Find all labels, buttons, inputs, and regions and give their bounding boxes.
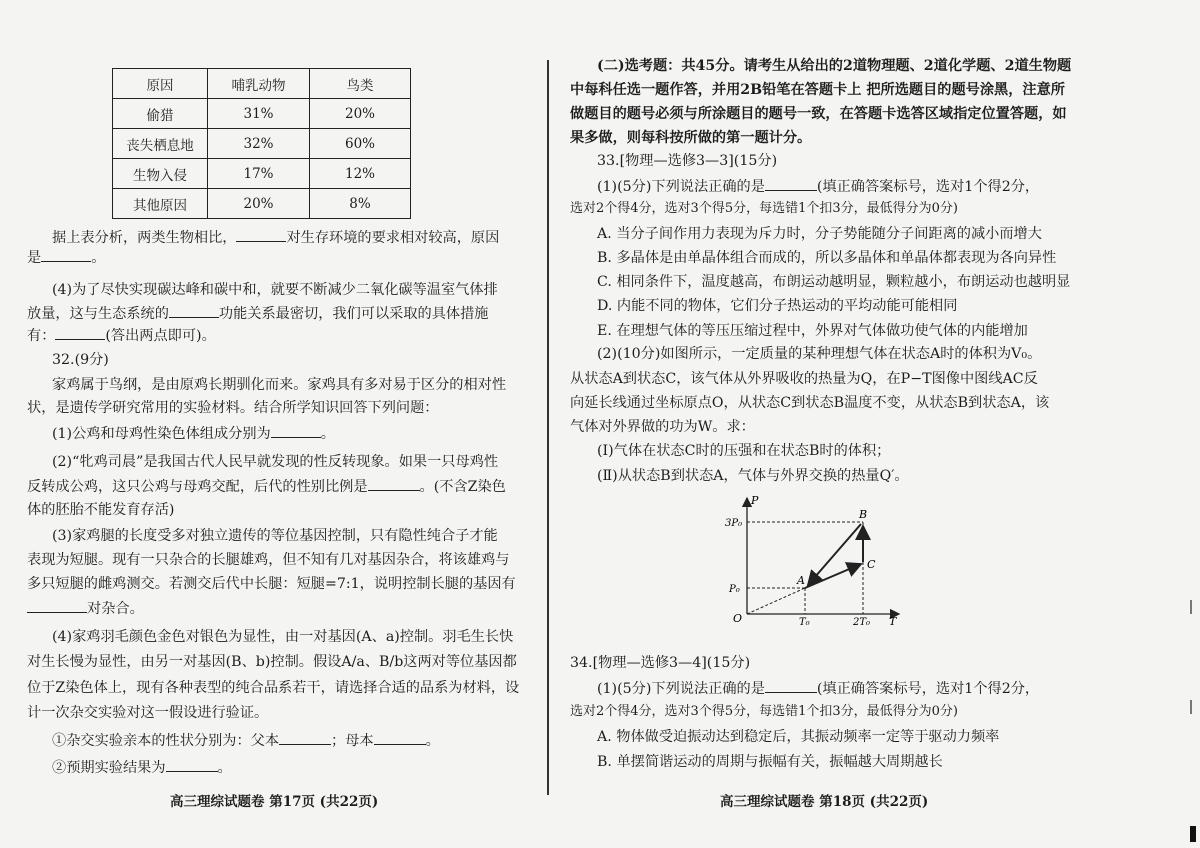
- point-c-label: C: [867, 558, 876, 571]
- text: 是: [27, 250, 42, 266]
- answer-blank: [374, 730, 426, 745]
- text: 选对2个得4分，选对3个得5分，每选错1个扣3分，最低得分为0分): [570, 704, 958, 719]
- left-text-line: [52, 627, 513, 647]
- left-text-line: [27, 598, 144, 619]
- right-text-line: [597, 752, 943, 772]
- text: (1)公鸡和母鸡性染色体组成分别为: [52, 426, 271, 442]
- table-cell: 20%: [310, 99, 411, 129]
- text: 气体对外界做的功为W。求：: [570, 419, 755, 435]
- text: 放量，这与生态系统的: [27, 306, 169, 322]
- right-text-line: [570, 104, 1067, 124]
- left-text-line: [27, 703, 268, 723]
- text: 有：: [27, 328, 56, 344]
- left-text-line: [27, 303, 488, 324]
- text: 体的胚胎不能发育存活): [27, 502, 175, 518]
- left-text-line: [27, 247, 105, 268]
- scan-mark: [1190, 826, 1196, 842]
- table-cell: 31%: [208, 99, 310, 129]
- label-2t0: 2T₀: [853, 617, 871, 628]
- answer-blank: [166, 757, 218, 772]
- table-cell: 32%: [208, 129, 310, 159]
- left-text-line: [52, 423, 335, 444]
- right-text-line: [597, 441, 890, 461]
- right-text-line: [597, 151, 777, 171]
- text: (填正确答案标号，选对1个得2分，: [816, 179, 1040, 195]
- text: 表现为短腿。现有一只杂合的长腿雄鸡，但不知有几对基因杂合，将该雄鸡与: [27, 552, 510, 568]
- text: (2)(10分)如图所示，一定质量的某种理想气体在状态A时的体积为V₀。: [597, 346, 1042, 362]
- text: ①杂交实验亲本的性状分别为：父本: [52, 733, 280, 749]
- right-text-line: [570, 393, 1049, 413]
- left-text-line: [52, 452, 498, 472]
- text: 。: [425, 733, 440, 749]
- text: 。: [217, 760, 232, 776]
- table-cell: 丧失栖息地: [113, 129, 208, 159]
- right-text-line: [570, 199, 958, 219]
- scan-mark: [1190, 600, 1192, 614]
- table-cell: 8%: [310, 189, 411, 219]
- right-footer: 高三理综试题卷 第18页 (共22页): [720, 794, 929, 810]
- text: (3)家鸡腿的长度受多对独立遗传的等位基因控制，只有隐性纯合子才能: [52, 528, 498, 544]
- text: 选对2个得4分，选对3个得5分，每选错1个扣3分，最低得分为0分): [570, 201, 958, 216]
- right-text-line: [570, 369, 1038, 389]
- text: (二)选考题：共45分。请考生从给出的2道物理题、2道化学题、2道生物题: [597, 58, 1072, 74]
- text: 反转成公鸡，这只公鸡与母鸡交配，后代的性别比例是: [27, 479, 368, 495]
- left-footer: 高三理综试题卷 第17页 (共22页): [170, 794, 379, 810]
- left-text-line: [52, 280, 498, 300]
- right-page: [560, 0, 1200, 848]
- text: 果多做，则每科按所做的第一题计分。: [570, 130, 812, 146]
- table-cell: 20%: [208, 189, 310, 219]
- text: 做题目的题号必须与所涂题目的题号一致，在答题卡选答区域指定位置答题，如: [570, 106, 1067, 122]
- text: A. 物体做受迫振动达到稳定后，其振动频率一定等于驱动力频率: [597, 729, 1000, 745]
- table-row: [113, 189, 411, 219]
- table-cell: 生物入侵: [113, 159, 208, 189]
- answer-blank: [368, 476, 420, 491]
- left-text-line: [27, 325, 216, 346]
- text: C. 相同条件下，温度越高，布朗运动越明显，颗粒越小，布朗运动也越明显: [597, 274, 1071, 290]
- text: 家鸡属于鸟纲，是由原鸡长期驯化而来。家鸡具有多对易于区分的相对性: [52, 377, 507, 393]
- right-text-line: [597, 224, 1042, 244]
- right-text-line: [597, 678, 1039, 699]
- text: 对生存环境的要求相对较高，原因: [286, 230, 500, 246]
- t-axis-label: T: [889, 615, 897, 628]
- text: 34.[物理—选修3—4](15分): [570, 655, 751, 671]
- answer-blank: [271, 423, 321, 438]
- right-text-line: [570, 702, 958, 722]
- left-text-line: [52, 227, 499, 248]
- pt-graph: [725, 494, 905, 628]
- text: B. 多晶体是由单晶体组合而成的，所以多晶体和单晶体都表现为各向异性: [597, 250, 1057, 266]
- text: A. 当分子间作用力表现为斥力时，分子势能随分子间距离的减小而增大: [597, 226, 1042, 242]
- text: ；母本: [331, 733, 374, 749]
- text: 多只短腿的雌鸡测交。若测交后代中长腿：短腿=7:1，说明控制长腿的基因有: [27, 576, 516, 592]
- left-page: [0, 0, 545, 848]
- answer-blank: [27, 598, 87, 613]
- table-header-cell: 哺乳动物: [208, 69, 310, 99]
- p-axis-label: P: [751, 494, 759, 507]
- scan-mark: [1190, 700, 1192, 714]
- right-text-line: [570, 653, 750, 673]
- right-text-line: [570, 128, 811, 148]
- right-text-line: [597, 344, 1041, 364]
- answer-blank: [41, 247, 91, 262]
- answer-blank: [169, 303, 219, 318]
- table-header-row: [113, 69, 411, 99]
- text: 从状态A到状态C，该气体从外界吸收的热量为Q，在P−T图像中图线AC反: [570, 371, 1038, 387]
- text: 据上表分析，两类生物相比，: [52, 230, 237, 246]
- right-text-line: [597, 296, 957, 316]
- answer-blank: [765, 678, 817, 693]
- left-text-line: [27, 574, 516, 594]
- text: 计一次杂交实验对这一假设进行验证。: [27, 705, 269, 721]
- table-row: [113, 99, 411, 129]
- text: D. 内能不同的物体，它们分子热运动的平均动能可能相同: [597, 298, 958, 314]
- text: 32.(9分): [52, 352, 109, 368]
- text: E. 在理想气体的等压压缩过程中，外界对气体做功使气体的内能增加: [597, 323, 1028, 339]
- text: 对杂合。: [87, 601, 144, 617]
- right-text-line: [570, 80, 1065, 100]
- table-header-cell: 鸟类: [310, 69, 411, 99]
- right-text-line: [597, 176, 1039, 197]
- text: (填正确答案标号，选对1个得2分，: [816, 681, 1040, 697]
- text: 状，是遗传学研究常用的实验材料。结合所学知识回答下列问题：: [27, 400, 439, 416]
- left-text-line: [52, 730, 440, 751]
- text: 。: [320, 426, 335, 442]
- table-row: [113, 129, 411, 159]
- left-text-line: [27, 500, 174, 520]
- left-text-line: [52, 350, 109, 370]
- text: (Ⅱ)从状态B到状态A，气体与外界交换的热量Q′。: [597, 468, 909, 484]
- answer-blank: [236, 227, 286, 242]
- table-cell: 60%: [310, 129, 411, 159]
- table-cell: 17%: [208, 159, 310, 189]
- text: 功能关系最密切，我们可以采取的具体措施: [218, 306, 489, 322]
- label-3p0: 3P₀: [725, 518, 743, 529]
- left-text-line: [52, 757, 232, 778]
- answer-blank: [279, 730, 331, 745]
- point-b-label: B: [859, 508, 868, 521]
- text: (1)(5分)下列说法正确的是: [597, 179, 765, 195]
- text: (2)“牝鸡司晨”是我国古代人民早就发现的性反转现象。如果一只母鸡性: [52, 454, 499, 470]
- right-text-line: [597, 248, 1056, 268]
- text: 中每科任选一题作答，并用2B铅笔在答题卡上 把所选题目的题号涂黑，注意所: [570, 82, 1065, 98]
- right-text-line: [570, 417, 755, 437]
- left-text-line: [27, 678, 519, 698]
- cause-table: [112, 68, 411, 219]
- label-t0: T₀: [799, 617, 810, 628]
- right-text-line: [597, 272, 1070, 292]
- text: 33.[物理—选修3—3](15分): [597, 153, 778, 169]
- path-ac: [805, 564, 861, 588]
- answer-blank: [55, 325, 105, 340]
- left-text-line: [52, 375, 506, 395]
- table-row: [113, 159, 411, 189]
- extension-line: [747, 588, 805, 614]
- page-divider: [547, 60, 549, 795]
- right-text-line: [597, 466, 909, 486]
- label-p0: P₀: [729, 584, 740, 595]
- text: 。: [91, 250, 106, 266]
- right-text-line: [597, 727, 999, 747]
- text: B. 单摆简谐运动的周期与振幅有关，振幅越大周期越长: [597, 754, 943, 770]
- left-text-line: [27, 476, 506, 497]
- left-text-line: [52, 526, 498, 546]
- answer-blank: [765, 176, 817, 191]
- text: 位于Z染色体上，现有各种表型的纯合品系若干，请选择合适的品系为材料，设: [27, 680, 520, 696]
- table-cell: 其他原因: [113, 189, 208, 219]
- text: (4)为了尽快实现碳达峰和碳中和，就要不断减少二氧化碳等温室气体排: [52, 282, 498, 298]
- table-header-cell: 原因: [113, 69, 208, 99]
- text: (Ⅰ)气体在状态C时的压强和在状态B时的体积；: [597, 443, 891, 459]
- table-cell: 偷猎: [113, 99, 208, 129]
- table-cell: 12%: [310, 159, 411, 189]
- right-text-line: [597, 56, 1071, 76]
- text: (4)家鸡羽毛颜色金色对银色为显性，由一对基因(A、a)控制。羽毛生长快: [52, 629, 514, 645]
- text: 向延长线通过坐标原点O，从状态C到状态B温度不变，从状态B到状态A，该: [570, 395, 1050, 411]
- text: ②预期实验结果为: [52, 760, 166, 776]
- text: 。(不含Z染色: [419, 479, 506, 495]
- left-text-line: [27, 398, 438, 418]
- text: (答出两点即可)。: [105, 328, 216, 344]
- point-a-label: A: [797, 574, 805, 587]
- text: (1)(5分)下列说法正确的是: [597, 681, 765, 697]
- left-text-line: [27, 550, 509, 570]
- left-text-line: [27, 652, 517, 672]
- right-text-line: [597, 321, 1028, 341]
- text: 对生长慢为显性，由另一对基因(B、b)控制。假设A/a、B/b这两对等位基因都: [27, 654, 517, 670]
- origin-label: O: [733, 612, 743, 625]
